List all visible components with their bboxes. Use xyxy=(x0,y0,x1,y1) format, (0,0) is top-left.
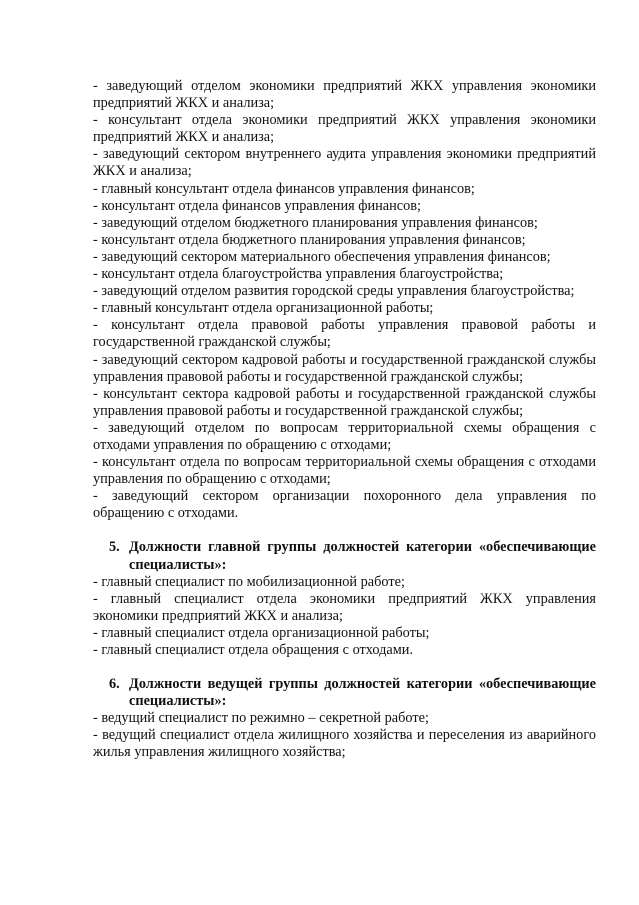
list-item: - консультант отдела благоустройства управления благоустройства; xyxy=(93,266,504,283)
list-item: - консультант отдела бюджетного планирования управления финансов; xyxy=(93,231,526,248)
positions-list-a xyxy=(93,78,596,522)
list-item: - главный консультант отдела финансов управления финансов; xyxy=(93,180,475,197)
section-5 xyxy=(93,539,596,659)
list-item: - заведующий отделом экономики предприятий ЖКХ управления экономики предприятий ЖКХ и анализа; xyxy=(93,78,596,112)
list-item: - заведующий отделом бюджетного планирования управления финансов; xyxy=(93,214,538,231)
section-heading-text: Должности ведущей группы должностей категории «обеспечивающие специалисты»: xyxy=(129,676,596,710)
section-heading xyxy=(93,539,596,573)
list-item: - главный специалист отдела организационной работы; xyxy=(93,624,430,641)
list-item: - ведущий специалист отдела жилищного хозяйства и переселения из аварийного жилья управления жилищного хозяйства; xyxy=(93,727,596,761)
list-item: - консультант отдела правовой работы управления правовой работы и государственной гражданской службы; xyxy=(93,317,596,351)
section-number: 6. xyxy=(109,676,120,693)
list-item: - консультант отдела экономики предприятий ЖКХ управления экономики предприятий ЖКХ и анализа; xyxy=(93,112,596,146)
document-page xyxy=(93,78,596,762)
spacer xyxy=(93,659,596,676)
list-item: - заведующий отделом по вопросам территориальной схемы обращения с отходами управления по обращению с отходами; xyxy=(93,419,596,453)
list-item: - консультант отдела по вопросам территориальной схемы обращения с отходами управления по обращению с отходами; xyxy=(93,454,596,488)
list-item: - главный специалист по мобилизационной работе; xyxy=(93,573,405,590)
spacer xyxy=(93,522,596,539)
section-heading-text: Должности главной группы должностей категории «обеспечивающие специалисты»: xyxy=(129,539,596,573)
section-heading xyxy=(93,676,596,710)
list-item: - консультант отдела финансов управления финансов; xyxy=(93,197,422,214)
list-item: - главный специалист отдела экономики предприятий ЖКХ управления экономики предприятий ЖКХ и анализа; xyxy=(93,590,596,624)
section-6 xyxy=(93,676,596,761)
list-item: - заведующий отделом развития городской среды управления благоустройства; xyxy=(93,283,575,300)
list-item: - главный консультант отдела организационной работы; xyxy=(93,300,434,317)
list-item: - заведующий сектором организации похоронного дела управления по обращению с отходами. xyxy=(93,488,596,522)
list-item: - заведующий сектором кадровой работы и государственной гражданской службы управления правовой работы и государственной гражданской службы; xyxy=(93,351,596,385)
list-item: - ведущий специалист по режимно – секретной работе; xyxy=(93,710,429,727)
section-number: 5. xyxy=(109,539,120,556)
list-item: - главный специалист отдела обращения с отходами. xyxy=(93,642,414,658)
list-item: - консультант сектора кадровой работы и государственной гражданской службы управления правовой работы и государственной гражданской службы; xyxy=(93,385,596,419)
list-item: - заведующий сектором материального обеспечения управления финансов; xyxy=(93,248,551,265)
list-item: - заведующий сектором внутреннего аудита управления экономики предприятий ЖКХ и анализа; xyxy=(93,146,596,180)
